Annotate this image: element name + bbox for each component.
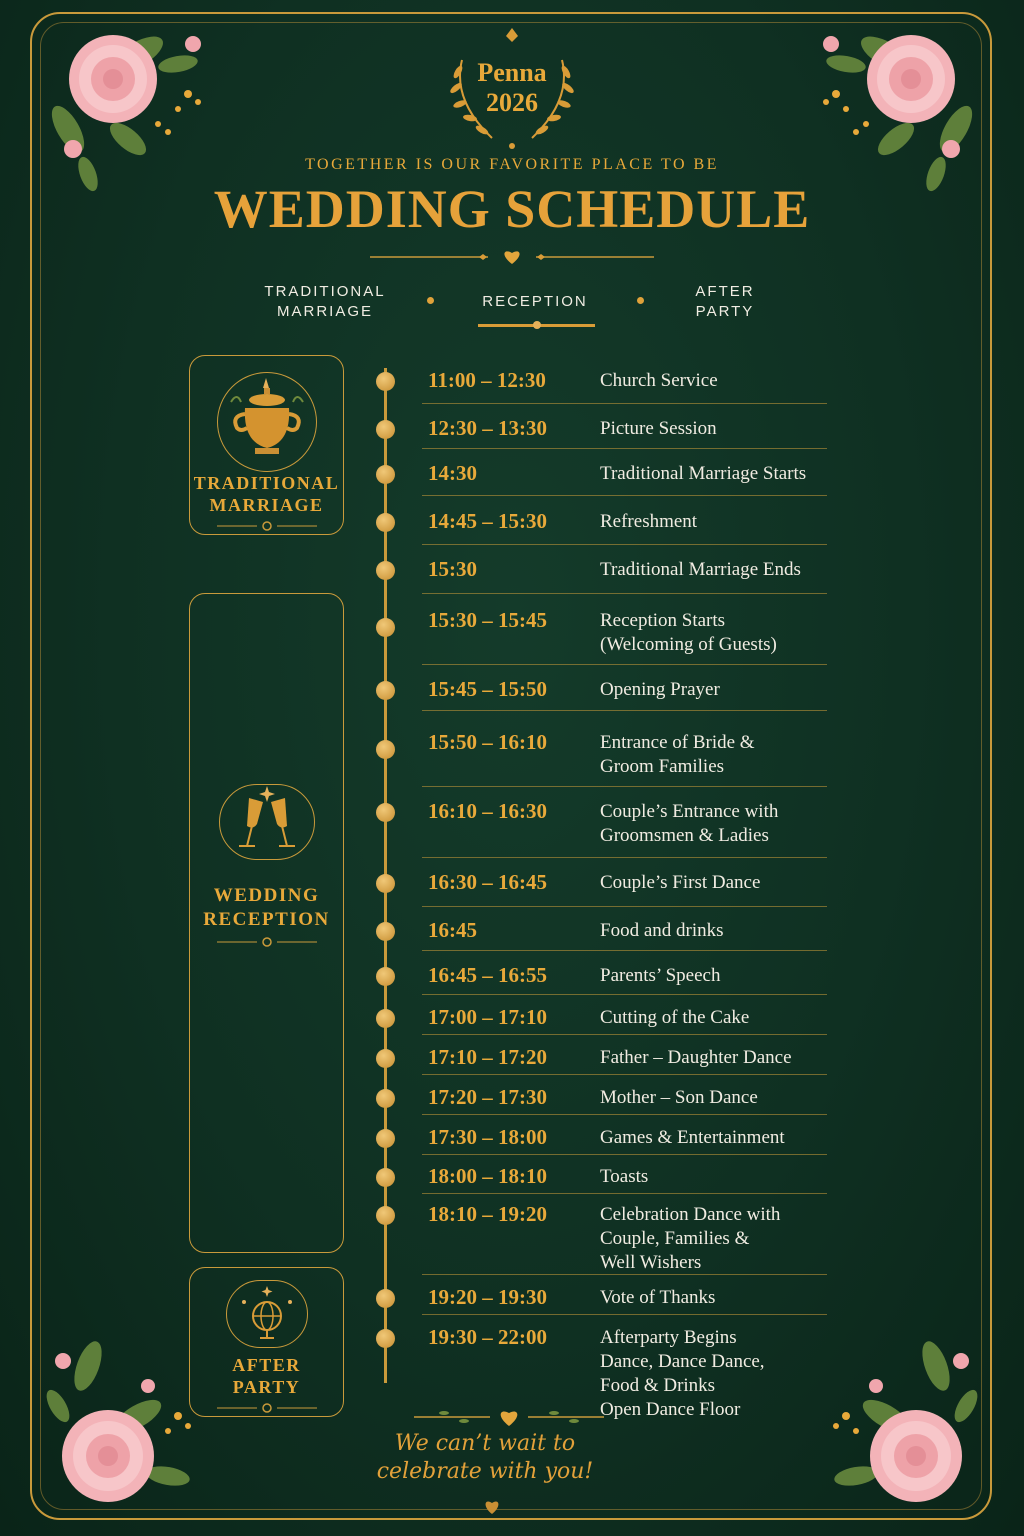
peony-flower-icon: [806, 14, 996, 204]
timeline-dot: [376, 513, 395, 532]
schedule-event-line: Food and drinks: [600, 920, 724, 941]
schedule-time: 14:45 – 15:30: [428, 509, 547, 533]
tab-label: AFTER: [695, 283, 755, 300]
schedule-event-line: Well Wishers: [600, 1252, 702, 1273]
tab-label: MARRIAGE: [276, 303, 373, 320]
schedule-event-line: Groomsmen & Ladies: [600, 825, 769, 846]
closing-line: We can’t wait to: [394, 1431, 576, 1456]
row-divider: [422, 403, 827, 404]
ornament-icon: [217, 520, 317, 532]
schedule-event-line: Traditional Marriage Ends: [600, 559, 801, 580]
schedule-event: [600, 800, 830, 848]
row-divider: [422, 448, 827, 449]
row-divider: [422, 1074, 827, 1075]
timeline-dot: [376, 803, 395, 822]
schedule-time: 18:00 – 18:10: [428, 1164, 547, 1188]
schedule-event-line: Opening Prayer: [600, 679, 720, 700]
timeline-dot: [376, 1129, 395, 1148]
row-divider: [422, 710, 827, 711]
row-divider: [422, 857, 827, 858]
section-label: WEDDING: [213, 885, 320, 906]
schedule-time: 19:30 – 22:00: [428, 1325, 547, 1349]
timeline-dot: [376, 1089, 395, 1108]
schedule-event-line: Mother – Son Dance: [600, 1087, 758, 1108]
schedule-time: 16:45 – 16:55: [428, 963, 547, 987]
section-label: AFTER: [232, 1355, 301, 1375]
schedule-event-line: Couple’s Entrance with: [600, 801, 779, 822]
schedule-event: [600, 678, 830, 702]
schedule-event: [600, 871, 830, 895]
schedule-time: 15:45 – 15:50: [428, 677, 547, 701]
row-divider: [422, 786, 827, 787]
schedule-event-line: Church Service: [600, 370, 718, 391]
peony-flower-icon: [806, 1326, 996, 1516]
tab-label: TRADITIONAL: [264, 283, 386, 300]
champagne-icon-circle: [219, 784, 315, 860]
row-divider: [422, 1193, 827, 1194]
schedule-event-line: Games & Entertainment: [600, 1127, 785, 1148]
schedule-event: [600, 510, 830, 534]
section-card-after-party: [189, 1267, 344, 1417]
schedule-event: [600, 462, 830, 486]
row-divider: [422, 1034, 827, 1035]
schedule-event-line: Couple’s First Dance: [600, 872, 761, 893]
schedule-time: 15:30 – 15:45: [428, 608, 547, 632]
row-divider: [422, 906, 827, 907]
schedule-event-line: Dance, Dance Dance,: [600, 1351, 765, 1372]
schedule-event: [600, 1286, 830, 1310]
row-divider: [422, 593, 827, 594]
schedule-event: [600, 1046, 830, 1070]
schedule-event: [600, 417, 830, 441]
row-divider: [422, 664, 827, 665]
timeline-dot: [376, 1206, 395, 1225]
schedule-time: 16:30 – 16:45: [428, 870, 547, 894]
timeline-dot: [376, 561, 395, 580]
schedule-time: 12:30 – 13:30: [428, 416, 547, 440]
schedule-event: [600, 1203, 830, 1275]
schedule-event-line: Groom Families: [600, 756, 725, 777]
schedule-event-line: Parents’ Speech: [600, 965, 721, 986]
schedule-event: [600, 558, 830, 582]
schedule-time: 17:20 – 17:30: [428, 1085, 547, 1109]
schedule-event: [600, 1326, 830, 1422]
section-card-wedding-reception: [189, 593, 344, 1253]
row-divider: [422, 495, 827, 496]
schedule-event: [600, 731, 830, 779]
tab-label: RECEPTION: [482, 293, 588, 310]
section-label: TRADITIONAL: [193, 473, 340, 493]
section-label: RECEPTION: [203, 909, 330, 930]
row-divider: [422, 544, 827, 545]
timeline-dot: [376, 1168, 395, 1187]
tab-label: PARTY: [695, 303, 755, 320]
pot-icon-circle: [217, 372, 317, 472]
schedule-time: 18:10 – 19:20: [428, 1202, 547, 1226]
schedule-event: [600, 1006, 830, 1030]
ornament-icon: [217, 1402, 317, 1414]
disco-ball-icon: [226, 1280, 308, 1348]
timeline-dot: [376, 1009, 395, 1028]
peony-flower-icon: [28, 14, 218, 204]
schedule-time: 17:00 – 17:10: [428, 1005, 547, 1029]
schedule-event-line: Cutting of the Cake: [600, 1007, 750, 1028]
schedule-event-line: Reception Starts: [600, 610, 726, 631]
row-divider: [422, 1274, 827, 1275]
ornament-icon: [217, 936, 317, 948]
row-divider: [422, 1314, 827, 1315]
row-divider: [422, 1114, 827, 1115]
schedule-time: 14:30: [428, 461, 477, 485]
schedule-time: 11:00 – 12:30: [428, 368, 546, 392]
crest-name: Penna: [477, 58, 547, 87]
schedule-event-line: Couple, Families &: [600, 1228, 750, 1249]
schedule-event: [600, 1165, 830, 1189]
timeline-dot: [376, 372, 395, 391]
pot-icon: [217, 372, 317, 472]
timeline-dot: [376, 967, 395, 986]
timeline-dot: [376, 681, 395, 700]
crest: [432, 20, 592, 152]
timeline-dot: [376, 922, 395, 941]
schedule-event-line: Afterparty Begins: [600, 1327, 737, 1348]
schedule-event-line: Toasts: [600, 1166, 649, 1187]
row-divider: [422, 950, 827, 951]
closing-message: [300, 1430, 670, 1486]
timeline-dot: [376, 874, 395, 893]
schedule-event-line: Vote of Thanks: [600, 1287, 716, 1308]
section-label: MARRIAGE: [209, 495, 324, 515]
schedule-event: [600, 609, 830, 657]
heart-divider: [414, 1404, 604, 1430]
timeline-dot: [376, 1329, 395, 1348]
schedule-time: 15:50 – 16:10: [428, 730, 547, 754]
page-title: WEDDING SCHEDULE: [213, 179, 811, 239]
schedule-event-line: Picture Session: [600, 418, 717, 439]
schedule-event-line: Entrance of Bride &: [600, 732, 755, 753]
heart-icon: [482, 1496, 502, 1516]
tab-separator: [427, 297, 434, 304]
timeline-dot: [376, 465, 395, 484]
schedule-event-line: Open Dance Floor: [600, 1399, 741, 1420]
schedule-event-line: Refreshment: [600, 511, 698, 532]
closing-line: celebrate with you!: [376, 1459, 594, 1484]
schedule-time: 16:10 – 16:30: [428, 799, 547, 823]
schedule-time: 17:10 – 17:20: [428, 1045, 547, 1069]
timeline-dot: [376, 420, 395, 439]
schedule-event: [600, 1126, 830, 1150]
row-divider: [422, 994, 827, 995]
schedule-time: 16:45: [428, 918, 477, 942]
schedule-event-line: Celebration Dance with: [600, 1204, 781, 1225]
schedule-time: 19:20 – 19:30: [428, 1285, 547, 1309]
schedule-event: [600, 919, 830, 943]
timeline-dot: [376, 1289, 395, 1308]
schedule-event-line: Food & Drinks: [600, 1375, 716, 1396]
crest-year: 2026: [486, 88, 538, 117]
schedule-event: [600, 369, 830, 393]
schedule-event-line: Father – Daughter Dance: [600, 1047, 792, 1068]
tab-traditional-marriage[interactable]: [250, 282, 400, 322]
tab-reception[interactable]: [470, 292, 600, 312]
heart-divider: [370, 244, 654, 270]
champagne-glasses-icon: [219, 784, 315, 860]
row-divider: [422, 1154, 827, 1155]
timeline-dot: [376, 1049, 395, 1068]
schedule-event: [600, 964, 830, 988]
schedule-time: 15:30: [428, 557, 477, 581]
schedule-event-line: (Welcoming of Guests): [600, 634, 777, 655]
active-tab-indicator-dot: [533, 321, 541, 329]
section-card-traditional-marriage: [189, 355, 344, 535]
schedule-time: 17:30 – 18:00: [428, 1125, 547, 1149]
tab-separator: [637, 297, 644, 304]
timeline-dot: [376, 740, 395, 759]
tagline: TOGETHER IS OUR FAVORITE PLACE TO BE: [305, 156, 719, 173]
timeline-dot: [376, 618, 395, 637]
tab-after-party[interactable]: [670, 282, 780, 322]
section-label: PARTY: [232, 1377, 301, 1397]
schedule-event-line: Traditional Marriage Starts: [600, 463, 807, 484]
schedule-event: [600, 1086, 830, 1110]
disco-ball-icon-circle: [226, 1280, 308, 1348]
